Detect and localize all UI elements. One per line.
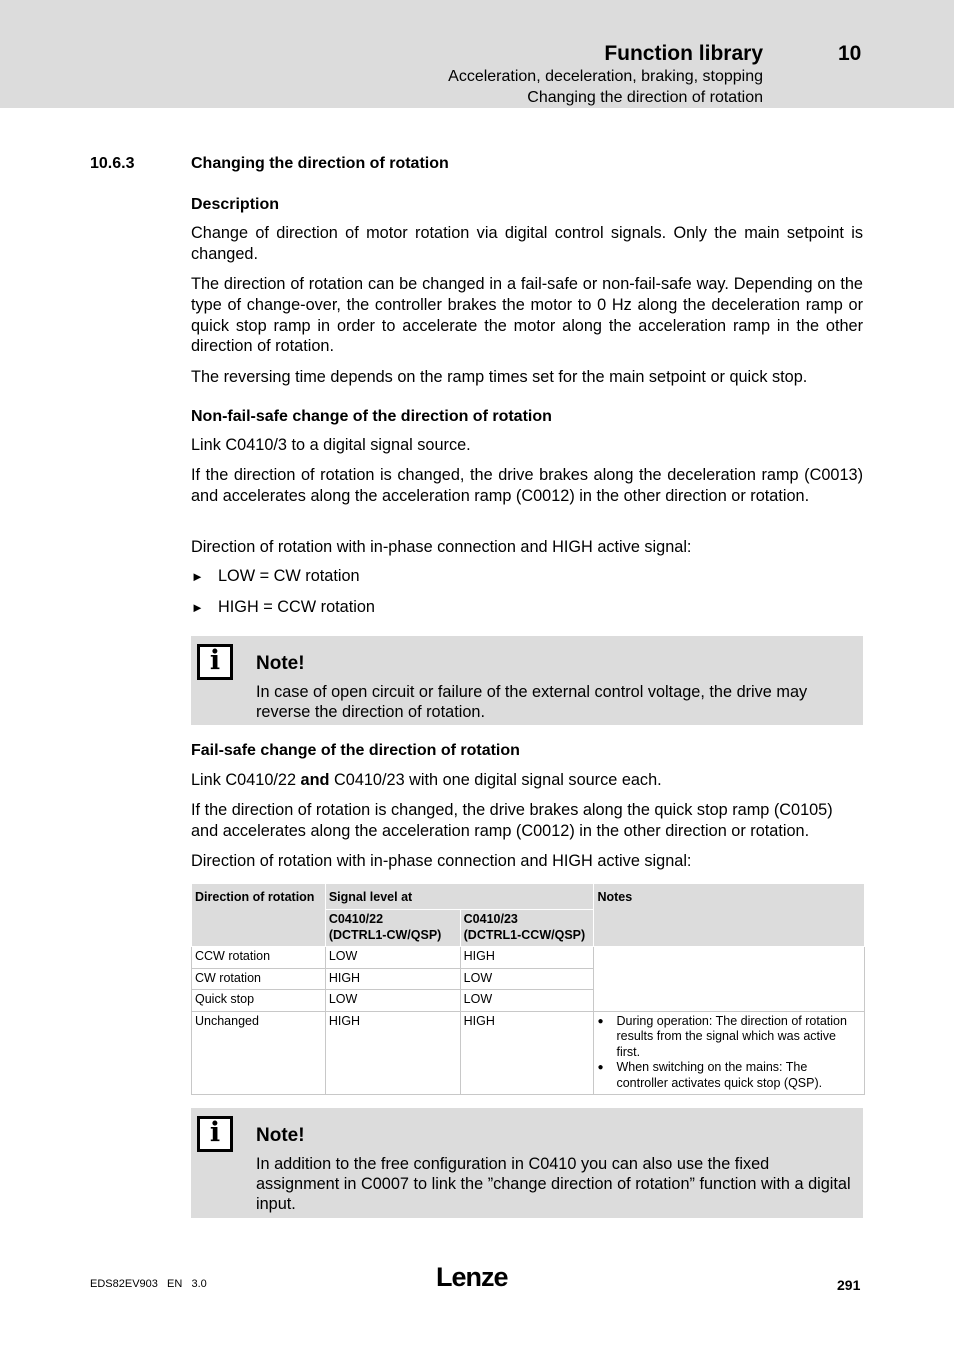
table-cell: Unchanged (192, 1011, 326, 1095)
table-cell: CCW rotation (192, 947, 326, 969)
note-box (191, 636, 863, 725)
header-subtitle-1: Acceleration, deceleration, braking, stopping (448, 68, 763, 85)
page-number: 291 (837, 1277, 861, 1293)
table-cell: HIGH (460, 1011, 594, 1095)
info-icon: i (197, 1116, 233, 1152)
list-item-text: LOW = CW rotation (218, 567, 360, 585)
lenze-logo: Lenze (436, 1262, 508, 1292)
column-header-signal: Signal level at (325, 884, 594, 910)
table-cell: CW rotation (192, 968, 326, 990)
note-list-item: ● During operation: The direction of rotation results from the signal which was active first. (616, 1014, 861, 1061)
table-header-row (192, 884, 865, 910)
column-header-c0410-23: C0410/23 (DCTRL1-CCW/QSP) (460, 910, 594, 947)
failsafe-paragraph-2: If the direction of rotation is changed, the drive brakes along the quick stop ramp (C0105) and accelerates along the acceleration ramp (C0012) in the other direction or rotation. (191, 801, 833, 840)
description-paragraph-2: The direction of rotation can be changed in a fail-safe or non-fail-safe way. Depending on the type of change-over, the controller brakes the motor to 0 Hz along the deceleration ramp or quick stop ramp in order to accelerate the motor along the acceleration ramp in the other direction of rotation. (191, 275, 863, 356)
table-cell: HIGH (460, 947, 594, 969)
list-item-text: HIGH = CCW rotation (218, 598, 375, 616)
failsafe-paragraph-1: Link C0410/22 and C0410/23 with one digital signal source each. (191, 771, 662, 789)
section-number: 10.6.3 (90, 155, 135, 172)
description-paragraph-3: The reversing time depends on the ramp times set for the main setpoint or quick stop. (191, 368, 808, 386)
nonfailsafe-paragraph-1: Link C0410/3 to a digital signal source. (191, 436, 471, 454)
note-title: Note! (256, 653, 305, 674)
header-title: Function library (604, 42, 763, 65)
table-cell: LOW (460, 990, 594, 1012)
table-cell: HIGH (325, 1011, 460, 1095)
note-list-item: ● When switching on the mains: The controller activates quick stop (QSP). (616, 1060, 861, 1091)
table-cell: LOW (325, 990, 460, 1012)
table-cell: LOW (325, 947, 460, 969)
page-header (0, 0, 954, 108)
signal-table (191, 883, 865, 1095)
table-row (192, 1011, 865, 1095)
info-icon: i (197, 644, 233, 680)
chapter-number: 10 (838, 42, 862, 65)
nonfailsafe-paragraph-2: If the direction of rotation is changed, the drive brakes along the deceleration ramp (C0013) and accelerates along the acceleration ramp (C0012) in the other direction or rotation. (191, 466, 863, 505)
bullet-arrow-icon: ► (191, 600, 204, 615)
table-cell: Quick stop (192, 990, 326, 1012)
note-text: In case of open circuit or failure of the external control voltage, the drive may reverse the direction of rotation. (256, 683, 808, 722)
table-row (192, 947, 865, 969)
description-paragraph-1: Change of direction of motor rotation via digital control signals. Only the main setpoint is changed. (191, 224, 863, 263)
table-cell: LOW (460, 968, 594, 990)
note-text: In addition to the free configuration in C0410 you can also use the fixed assignment in C0007 to link the ”change direction of rotation” function with a digital input. (256, 1155, 851, 1214)
nonfailsafe-paragraph-3: Direction of rotation with in-phase connection and HIGH active signal: (191, 538, 692, 556)
nonfailsafe-heading: Non-fail-safe change of the direction of rotation (191, 408, 552, 425)
column-header-direction: Direction of rotation (192, 884, 326, 947)
list-item (191, 567, 360, 586)
table-cell-notes (594, 1011, 865, 1095)
failsafe-heading: Fail-safe change of the direction of rotation (191, 742, 520, 759)
bullet-arrow-icon: ► (191, 569, 204, 584)
failsafe-paragraph-3: Direction of rotation with in-phase connection and HIGH active signal: (191, 852, 692, 870)
column-header-notes: Notes (594, 884, 865, 947)
table-cell-empty-notes (594, 947, 865, 1012)
document-id: EDS82EV903 EN 3.0 (90, 1278, 207, 1290)
column-header-c0410-22: C0410/22 (DCTRL1-CW/QSP) (325, 910, 460, 947)
table-cell: HIGH (325, 968, 460, 990)
section-title: Changing the direction of rotation (191, 155, 449, 172)
list-item (191, 598, 375, 617)
note-box (191, 1108, 863, 1218)
header-subtitle-2: Changing the direction of rotation (527, 89, 763, 106)
note-title: Note! (256, 1125, 305, 1146)
description-heading: Description (191, 196, 280, 213)
